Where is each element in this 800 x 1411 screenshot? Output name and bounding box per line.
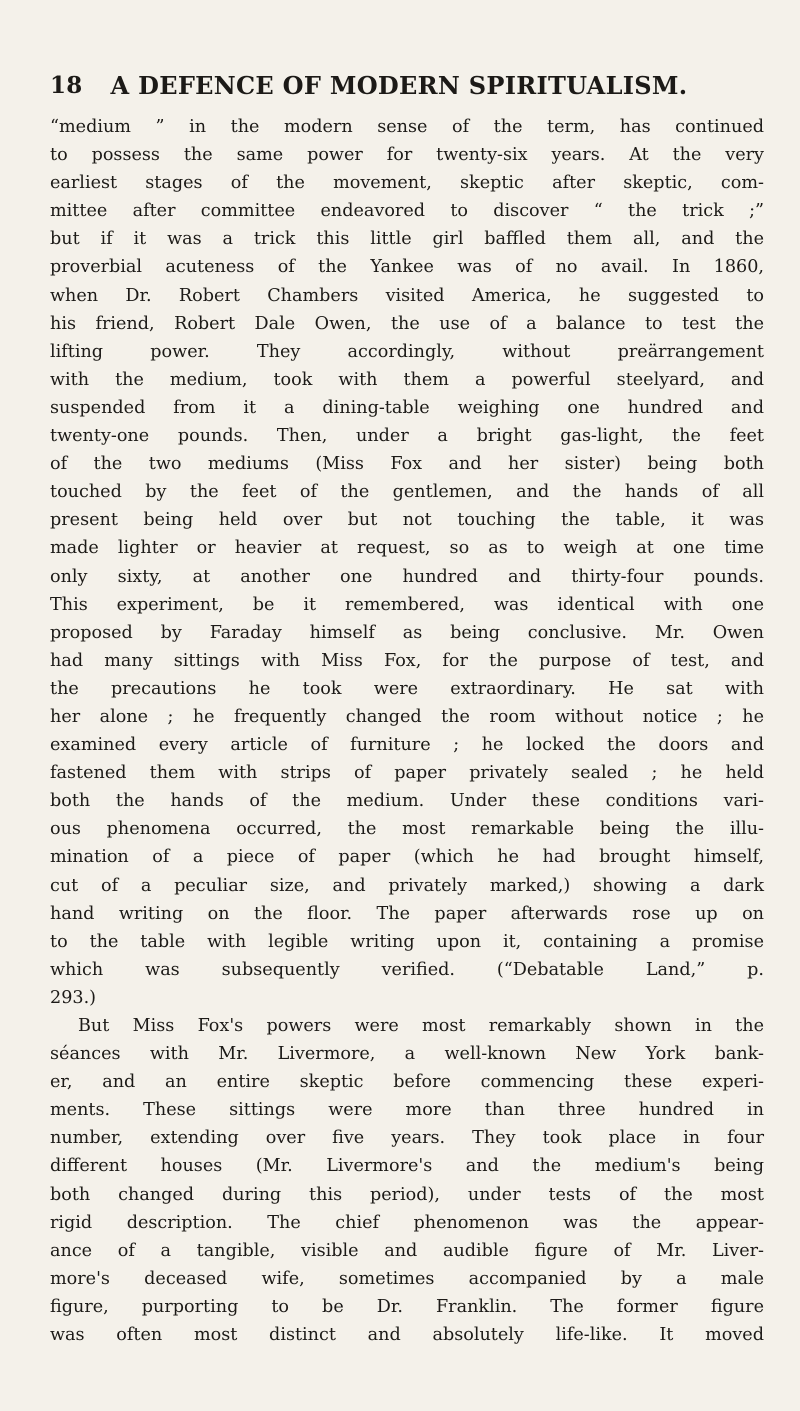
text-line: his friend, Robert Dale Owen, the use of a balance to test the <box>50 313 764 334</box>
text-line: But Miss Fox's powers were most remarkably shown in the <box>78 1016 764 1036</box>
text-line: of the two mediums (Miss Fox and her sister) being both <box>50 454 764 475</box>
text-line: was often most distinct and absolutely life-like. It moved <box>50 1325 764 1346</box>
text-line: suspended from it a dining-table weighing one hundred and <box>50 397 764 418</box>
running-head <box>50 68 764 102</box>
text-line: to the table with legible writing upon it, containing a promise <box>50 931 764 952</box>
text-line: to possess the same power for twenty-six years. At the very <box>50 145 764 166</box>
body-text <box>50 113 764 1349</box>
text-line: proverbial acuteness of the Yankee was of no avail. In 1860, <box>50 257 764 278</box>
text-line: figure, purporting to be Dr. Franklin. The former figure <box>50 1296 764 1317</box>
text-line: more's deceased wife, sometimes accompanied by a male <box>50 1268 764 1289</box>
text-line: touched by the feet of the gentlemen, and the hands of all <box>50 482 764 503</box>
text-line: had many sittings with Miss Fox, for the purpose of test, and <box>50 650 764 671</box>
text-line: different houses (Mr. Livermore's and the medium's being <box>50 1156 764 1177</box>
text-line: rigid description. The chief phenomenon was the appear- <box>50 1212 764 1233</box>
text-line: earliest stages of the movement, skeptic after skeptic, com- <box>50 173 764 194</box>
text-line: made lighter or heavier at request, so as to weigh at one time <box>50 538 764 559</box>
text-line: ments. These sittings were more than three hundred in <box>50 1100 764 1121</box>
text-line: ous phenomena occurred, the most remarkable being the illu- <box>50 819 764 840</box>
text-line: hand writing on the floor. The paper afterwards rose up on <box>50 903 764 924</box>
text-line: mination of a piece of paper (which he had brought himself, <box>50 847 764 868</box>
text-line: present being held over but not touching the table, it was <box>50 510 764 531</box>
text-line: both changed during this period), under tests of the most <box>50 1184 764 1205</box>
text-line: with the medium, took with them a powerful steelyard, and <box>50 369 764 390</box>
text-line: cut of a peculiar size, and privately marked,) showing a dark <box>50 875 764 896</box>
text-line: number, extending over five years. They took place in four <box>50 1128 764 1149</box>
text-line: lifting power. They accordingly, without preärrangement <box>50 341 764 362</box>
text-line: séances with Mr. Livermore, a well-known New York bank- <box>50 1044 764 1065</box>
page-number: 18 <box>50 71 83 99</box>
text-line: the precautions he took were extraordinary. He sat with <box>50 678 764 699</box>
text-line: which was subsequently verified. (“Debatable Land,” p. <box>50 959 764 980</box>
paragraph-2 <box>50 1012 764 1349</box>
text-line: twenty-one pounds. Then, under a bright gas-light, the feet <box>50 426 764 447</box>
text-line: only sixty, at another one hundred and thirty-four pounds. <box>50 566 764 587</box>
text-line: fastened them with strips of paper privately sealed ; he held <box>50 763 764 784</box>
text-line: her alone ; he frequently changed the room without notice ; he <box>50 706 764 727</box>
text-line: but if it was a trick this little girl baffled them all, and the <box>50 229 764 250</box>
text-line: 293.) <box>50 987 97 1008</box>
text-line: “medium ” in the modern sense of the term, has continued <box>50 117 764 137</box>
text-line: both the hands of the medium. Under these conditions vari- <box>50 791 764 812</box>
text-line: er, and an entire skeptic before commencing these experi- <box>50 1072 764 1093</box>
book-page <box>50 0 764 1411</box>
text-line: mittee after committee endeavored to discover “ the trick ;” <box>50 201 764 222</box>
paragraph-1 <box>50 113 764 1012</box>
text-line: proposed by Faraday himself as being conclusive. Mr. Owen <box>50 622 764 643</box>
text-line: examined every article of furniture ; he locked the doors and <box>50 735 764 756</box>
text-line: This experiment, be it remembered, was identical with one <box>50 594 764 615</box>
text-line: when Dr. Robert Chambers visited America, he suggested to <box>50 285 764 306</box>
text-line: ance of a tangible, visible and audible figure of Mr. Liver- <box>50 1240 764 1261</box>
running-title: A DEFENCE OF MODERN SPIRITUALISM. <box>110 70 688 100</box>
